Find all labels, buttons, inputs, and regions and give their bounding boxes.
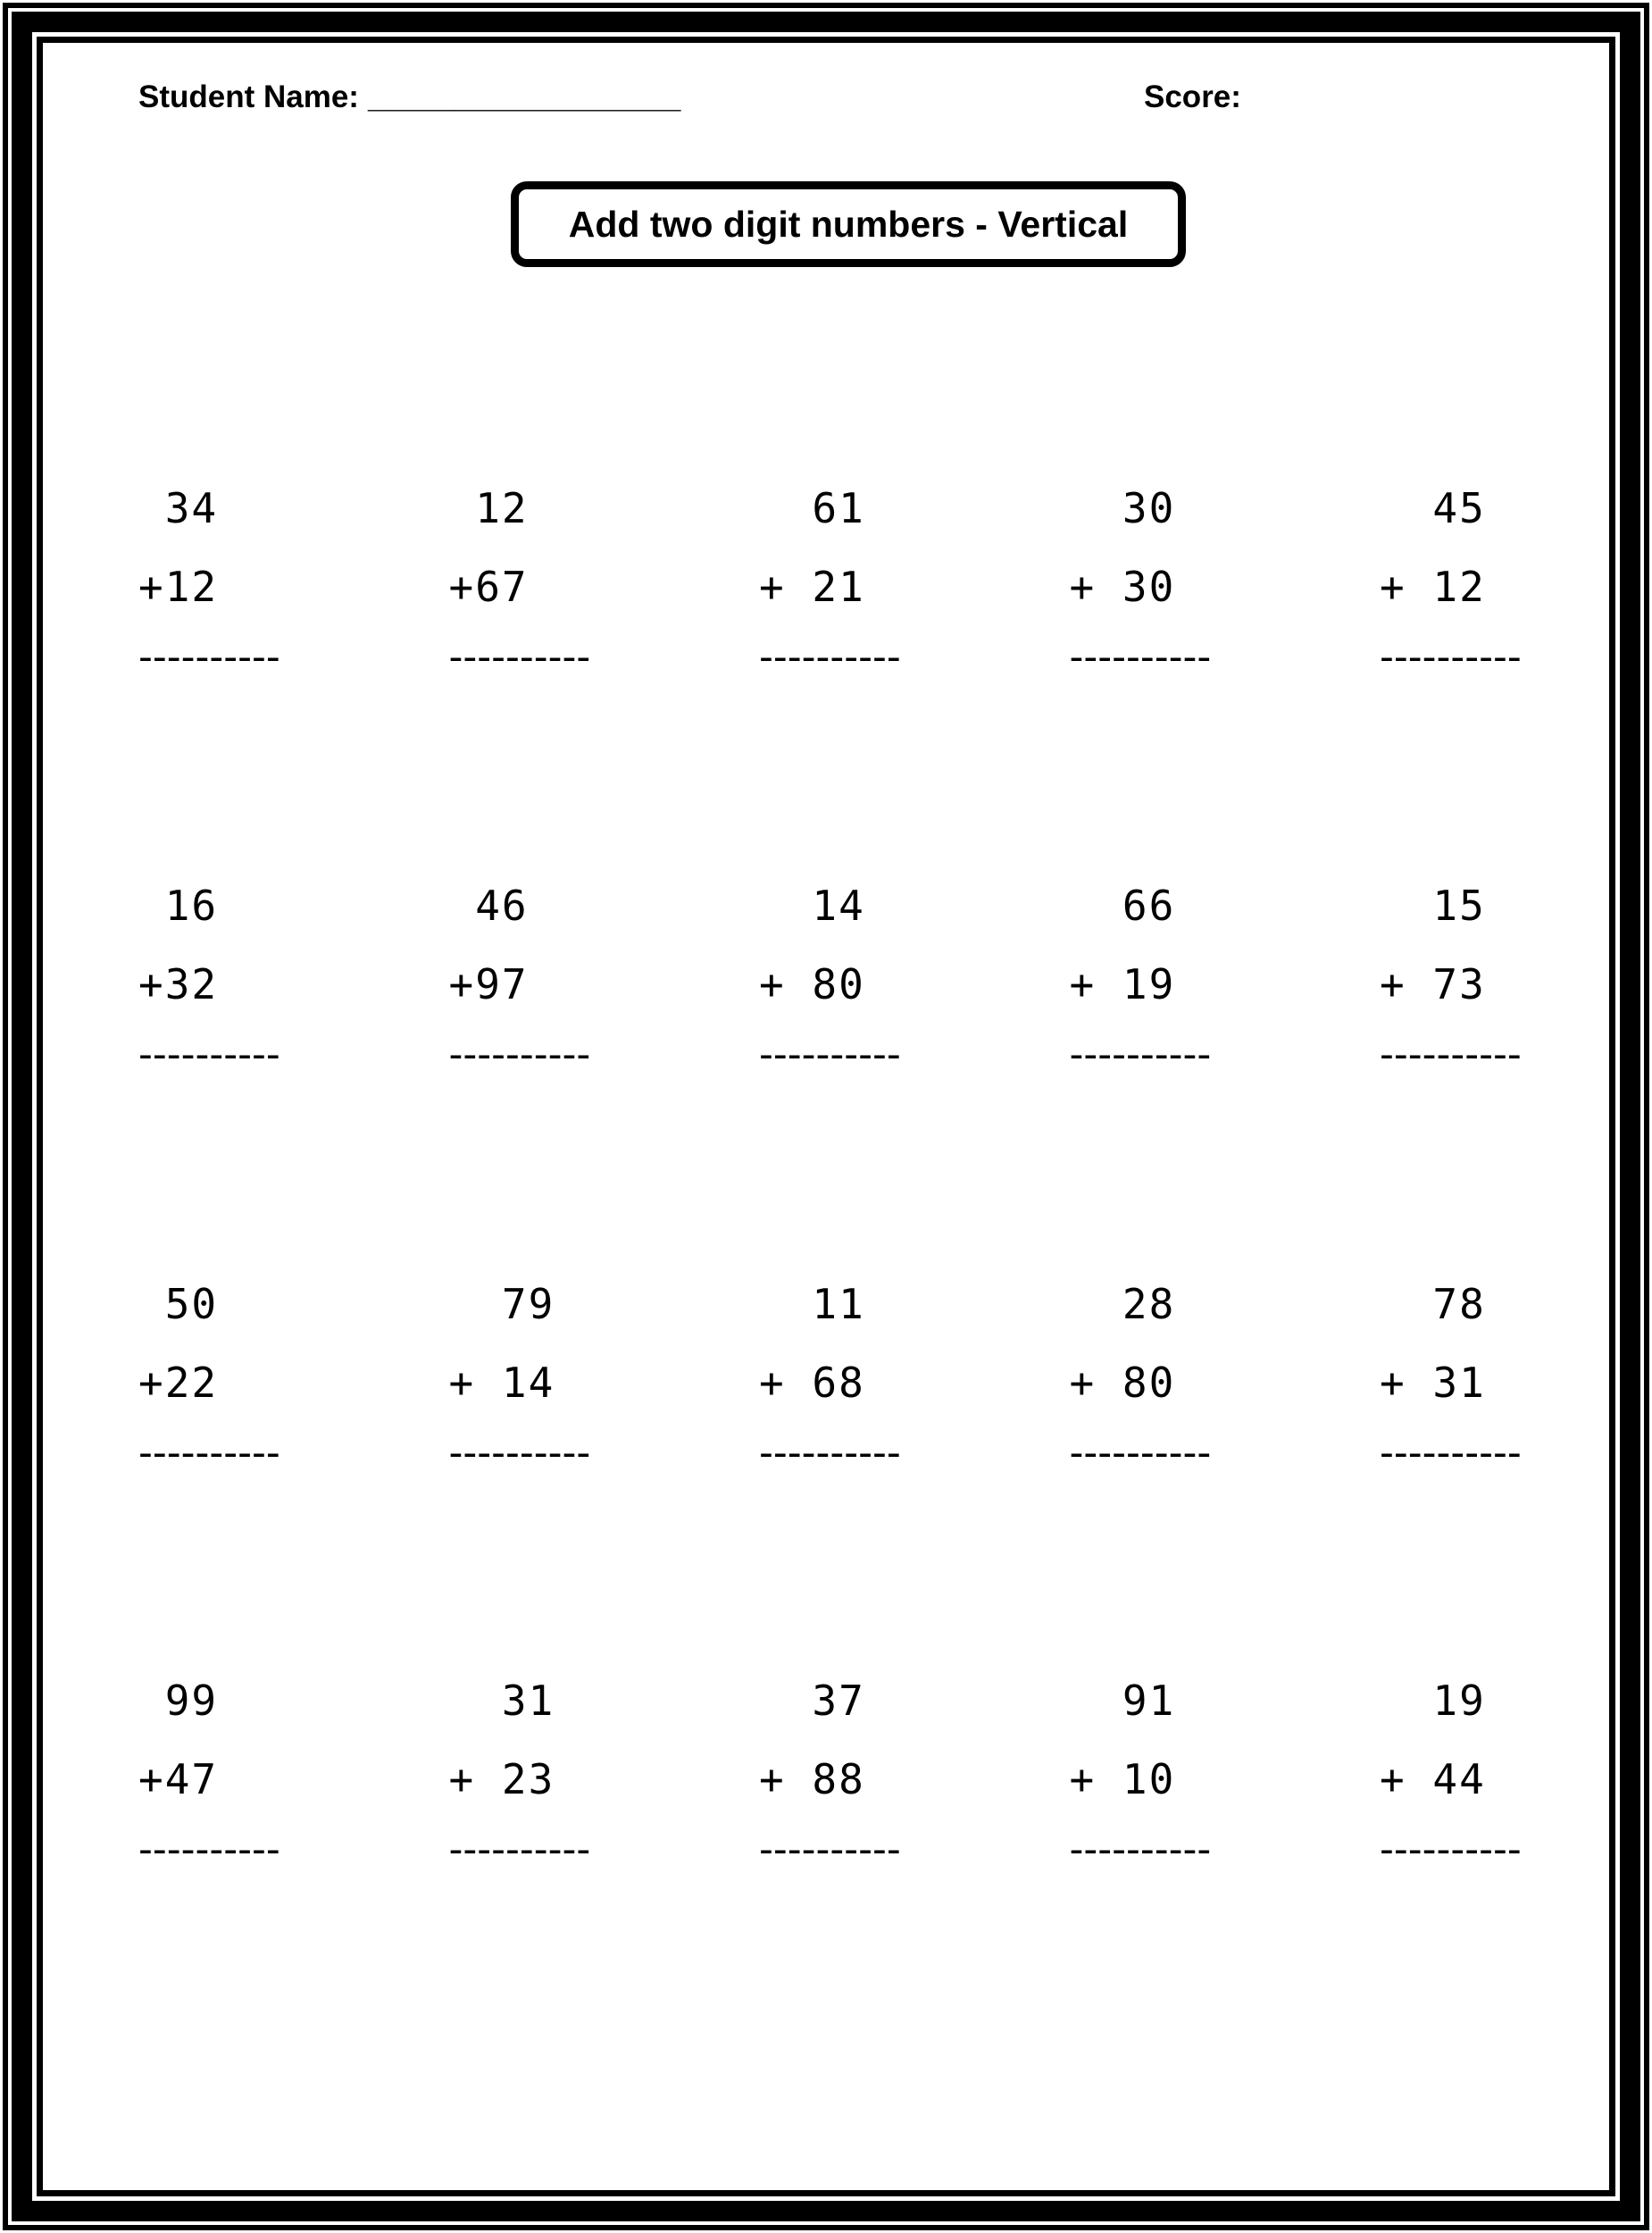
answer-line: ----------: [448, 1430, 591, 1476]
student-name-blank: __________________: [367, 79, 681, 114]
worksheet-title-box: [511, 181, 1186, 267]
problem-row-2: [138, 882, 1522, 1077]
answer-line: ----------: [138, 634, 280, 680]
bottom-addend-line: +22: [138, 1359, 219, 1407]
top-addend: 11: [759, 1280, 865, 1328]
bottom-addend-line: +47: [138, 1755, 219, 1803]
bottom-addend-line: + 80: [1069, 1359, 1176, 1407]
bottom-addend-line: +97: [448, 960, 529, 1008]
addition-problem: [138, 1677, 280, 1872]
answer-line: ----------: [759, 1430, 901, 1476]
answer-line: ----------: [448, 1032, 591, 1077]
addition-problem: [759, 1280, 901, 1476]
addition-problem: [759, 484, 901, 680]
bottom-addend-line: + 88: [759, 1755, 865, 1803]
answer-line: ----------: [759, 1827, 901, 1872]
addition-problem: [138, 1280, 280, 1476]
answer-line: ----------: [138, 1430, 280, 1476]
top-addend: 46: [448, 882, 529, 930]
top-addend: 50: [138, 1280, 219, 1328]
top-addend: 28: [1069, 1280, 1176, 1328]
answer-line: ----------: [1380, 1827, 1522, 1872]
addition-problem: [1069, 484, 1212, 680]
bottom-addend-line: + 23: [448, 1755, 555, 1803]
bottom-addend-line: + 80: [759, 960, 865, 1008]
top-addend: 91: [1069, 1677, 1176, 1725]
top-addend: 37: [759, 1677, 865, 1725]
bottom-addend-line: + 73: [1380, 960, 1486, 1008]
middle-border: [12, 12, 1640, 2221]
answer-line: ----------: [1380, 1430, 1522, 1476]
top-addend: 61: [759, 484, 865, 532]
answer-line: ----------: [448, 634, 591, 680]
bottom-addend-line: + 31: [1380, 1359, 1486, 1407]
top-addend: 31: [448, 1677, 555, 1725]
answer-line: ----------: [448, 1827, 591, 1872]
addition-problem: [448, 882, 591, 1077]
problem-row-3: [138, 1280, 1522, 1476]
answer-line: ----------: [1069, 634, 1212, 680]
addition-problem: [1069, 882, 1212, 1077]
bottom-addend-line: + 30: [1069, 563, 1176, 611]
addition-problem: [1380, 484, 1522, 680]
addition-problem: [1069, 1677, 1212, 1872]
top-addend: 79: [448, 1280, 555, 1328]
student-name-line: [138, 79, 680, 116]
addition-problem: [1380, 1677, 1522, 1872]
addition-problem: [448, 484, 591, 680]
top-addend: 14: [759, 882, 865, 930]
top-addend: 45: [1380, 484, 1486, 532]
bottom-addend-line: + 68: [759, 1359, 865, 1407]
bottom-addend-line: + 10: [1069, 1755, 1176, 1803]
bottom-addend-line: + 14: [448, 1359, 555, 1407]
addition-problem: [448, 1677, 591, 1872]
answer-line: ----------: [1380, 1032, 1522, 1077]
addition-problem: [448, 1280, 591, 1476]
addition-problem: [1069, 1280, 1212, 1476]
top-addend: 34: [138, 484, 219, 532]
answer-line: ----------: [1069, 1430, 1212, 1476]
bottom-addend-line: + 44: [1380, 1755, 1486, 1803]
top-addend: 12: [448, 484, 529, 532]
score-label: Score:: [1144, 79, 1241, 114]
bottom-addend-line: +32: [138, 960, 219, 1008]
top-addend: 78: [1380, 1280, 1486, 1328]
top-addend: 16: [138, 882, 219, 930]
answer-line: ----------: [1069, 1827, 1212, 1872]
bottom-addend-line: + 12: [1380, 563, 1486, 611]
top-addend: 15: [1380, 882, 1486, 930]
answer-line: ----------: [759, 1032, 901, 1077]
outer-border: [3, 3, 1649, 2230]
bottom-addend-line: + 19: [1069, 960, 1176, 1008]
addition-problem: [1380, 1280, 1522, 1476]
answer-line: ----------: [1069, 1032, 1212, 1077]
top-addend: 19: [1380, 1677, 1486, 1725]
problem-row-4: [138, 1677, 1522, 1872]
inner-border: [37, 37, 1615, 2196]
bottom-addend-line: + 21: [759, 563, 865, 611]
answer-line: ----------: [138, 1032, 280, 1077]
addition-problem: [138, 882, 280, 1077]
bottom-addend-line: +67: [448, 563, 529, 611]
addition-problem: [759, 882, 901, 1077]
answer-line: ----------: [138, 1827, 280, 1872]
answer-line: ----------: [1380, 634, 1522, 680]
top-addend: 30: [1069, 484, 1176, 532]
worksheet-title: Add two digit numbers - Vertical: [568, 203, 1129, 245]
top-addend: 66: [1069, 882, 1176, 930]
addition-problem: [138, 484, 280, 680]
addition-problem: [759, 1677, 901, 1872]
top-addend: 99: [138, 1677, 219, 1725]
student-name-label: Student Name:: [138, 79, 359, 114]
addition-problem: [1380, 882, 1522, 1077]
bottom-addend-line: +12: [138, 563, 219, 611]
problem-row-1: [138, 484, 1522, 680]
answer-line: ----------: [759, 634, 901, 680]
